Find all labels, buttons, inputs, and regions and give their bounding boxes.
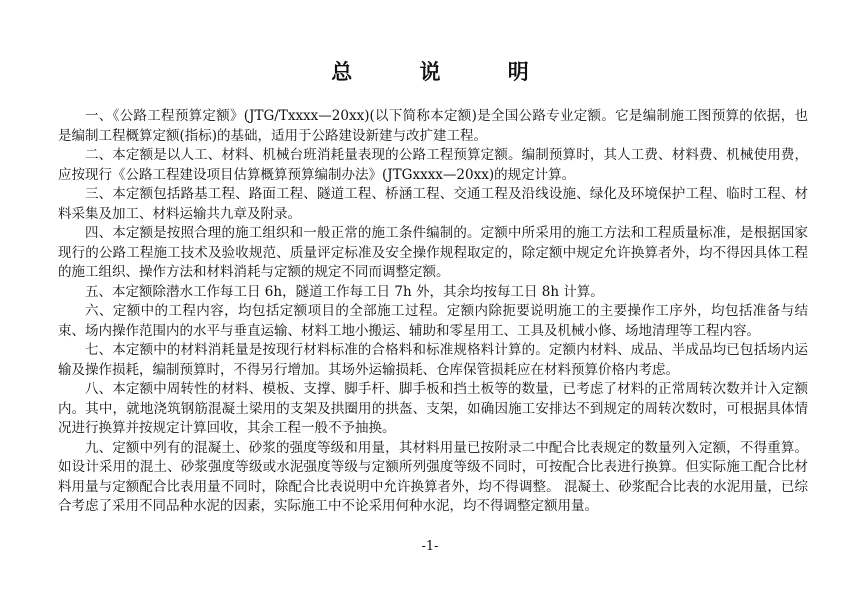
paragraph-6: 六、定额中的工程内容，均包括定额项目的全部施工过程。定额内除扼要说明施工的主要操作工序外，均包括准备与结束、场内操作范围内的水平与垂直运输、材料工地小搬运、辅助和零星用工、工具及机械小修、场地清理等工程内容。 — [58, 303, 808, 339]
paragraph-3: 三、本定额包括路基工程、路面工程、隧道工程、桥涵工程、交通工程及沿线设施、绿化及环境保护工程、临时工程、材料采集及加工、材料运输共九章及附录。 — [58, 186, 808, 222]
paragraph-2: 二、本定额是以人工、材料、机械台班消耗量表现的公路工程预算定额。编制预算时，其人工费、材料费、机械使用费，应按现行《公路工程建设项目估算概算预算编制办法》(JTGxxxx—20xx)的规定计算。 — [58, 147, 808, 183]
paragraph-4: 四、本定额是按照合理的施工组织和一般正常的施工条件编制的。定额中所采用的施工方法和工程质量标准，是根据国家现行的公路工程施工技术及验收规范、质量评定标准及安全操作规程取定的，除定额中规定允许换算者外，均不得因具体工程的施工组织、操作方法和材料消耗与定额的规定不同而调整定额。 — [58, 225, 808, 280]
page-number: -1- — [421, 539, 439, 554]
page-title: 总 说 明 — [331, 59, 559, 84]
paragraph-7: 七、本定额中的材料消耗量是按现行材料标准的合格料和标准规格料计算的。定额内材料、成品、半成品均已包括场内运输及操作损耗，编制预算时，不得另行增加。其场外运输损耗、仓库保管损耗应在材料预算价格内考虑。 — [58, 342, 808, 378]
paragraph-9: 九、定额中列有的混凝土、砂浆的强度等级和用量，其材料用量已按附录二中配合比表规定的数量列入定额，不得重算。如设计采用的混土、砂浆强度等级或水泥强度等级与定额所列强度等级不同时，可按配合比表进行换算。但实际施工配合比材料用量与定额配合比表用量不同时，除配合比表说明中允许换算者外，均不得调整。 混凝土、砂浆配合比表的水泥用量，已综合考虑了采用不同品种水泥的因素，实际施工中不论采用何种水泥，均不得调整定额用量。 — [58, 439, 808, 514]
document-body — [58, 107, 808, 517]
paragraph-1: 一、《公路工程预算定额》(JTG/Txxxx—20xx)(以下简称本定额)是全国公路专业定额。它是编制施工图预算的依据，也是编制工程概算定额(指标)的基础，适用于公路建设新建与改扩建工程。 — [58, 108, 808, 144]
paragraph-5: 五、本定额除潜水工作每工日 6h，隧道工作每工日 7h 外，其余均按每工日 8h 计算。 — [85, 283, 604, 300]
paragraph-8: 八、本定额中周转性的材料、模板、支撑、脚手杆、脚手板和挡土板等的数量，已考虑了材料的正常周转次数并计入定额内。其中，就地浇筑钢筋混凝土梁用的支架及拱圈用的拱盔、支架，如确因施工安排达不到规定的周转次数时，可根据具体情况进行换算并按规定计算回收，其余工程一般不予抽换。 — [58, 381, 808, 436]
